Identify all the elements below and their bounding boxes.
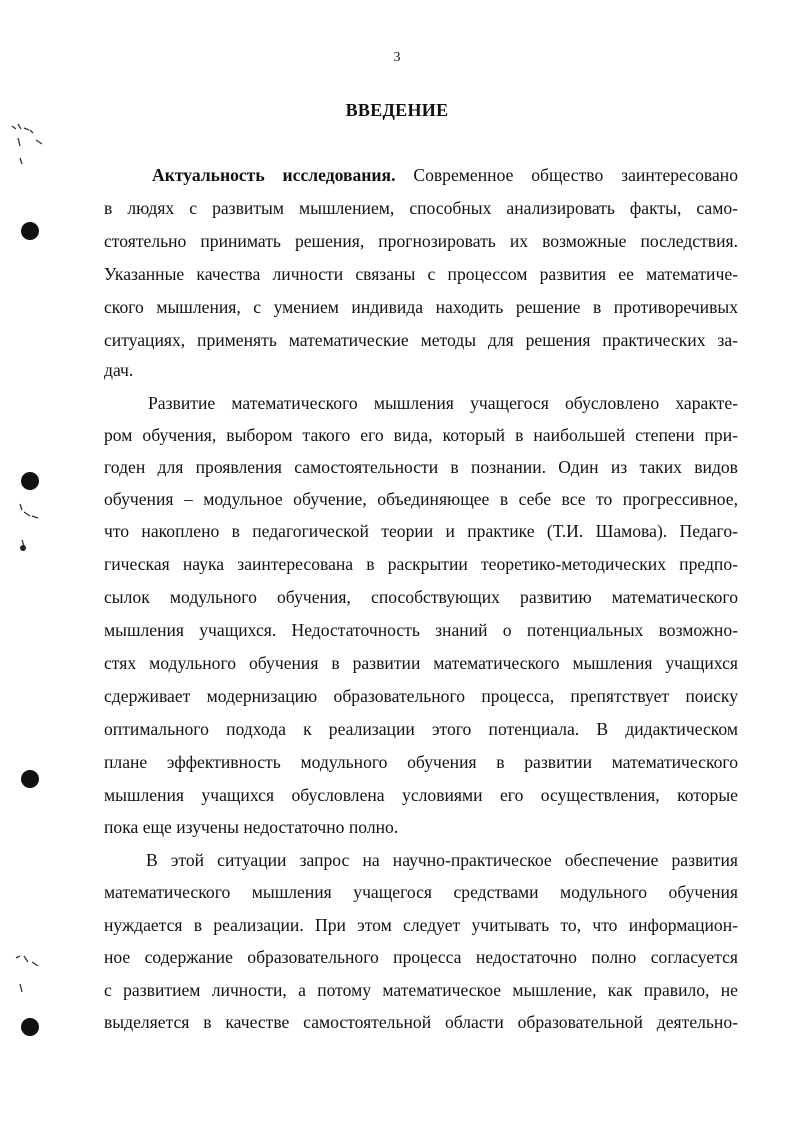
binder-hole-1 [21, 222, 39, 240]
paragraph-3-line-1: В этой ситуации запрос на научно-практическое обеспечение развития [146, 850, 738, 870]
scan-specks-2 [6, 500, 66, 570]
paragraph-2-line-2: ром обучения, выбором такого его вида, который в наибольшей степени при- [104, 425, 738, 445]
paragraph-2-line-4: обучения – модульное обучение, объединяющее в себе все то прогрессивное, [104, 489, 738, 509]
paragraph-1-line-7: дач. [104, 360, 134, 380]
paragraph-1-line-4: Указанные качества личности связаны с процессом развития ее математиче- [104, 264, 738, 284]
paragraph-2-line-5: что накоплено в педагогической теории и практике (Т.И. Шамова). Педаго- [104, 521, 738, 541]
paragraph-2-line-10: сдерживает модернизацию образовательного процесса, препятствует поиску [104, 686, 738, 706]
paragraph-2-line-9: стях модульного обучения в развитии математического мышления учащихся [104, 653, 738, 673]
scan-specks-3 [6, 948, 66, 1018]
paragraph-2-line-11: оптимального подхода к реализации этого потенциала. В дидактическом [104, 719, 738, 739]
binder-hole-3 [21, 770, 39, 788]
paragraph-3-line-3: нуждается в реализации. При этом следует учитывать то, что информацион- [104, 915, 738, 935]
binder-hole-4 [21, 1018, 39, 1036]
paragraph-1-line-5: ского мышления, с умением индивида находить решение в противоречивых [104, 297, 738, 317]
page-title: ВВЕДЕНИЕ [345, 100, 449, 120]
paragraph-1-line-1: Актуальность исследования. Современное общество заинтересовано [152, 165, 739, 185]
binder-hole-2 [21, 472, 39, 490]
page-number: 3 [393, 50, 401, 65]
paragraph-3-line-6: выделяется в качестве самостоятельной области образовательной деятельно- [104, 1012, 738, 1032]
paragraph-3-line-5: с развитием личности, а потому математическое мышление, как правило, не [104, 980, 738, 1000]
paragraph-2-line-6: гическая наука заинтересована в раскрытии теоретико-методических предпо- [104, 554, 738, 574]
paragraph-2-line-3: годен для проявления самостоятельности в познании. Один из таких видов [104, 457, 738, 477]
paragraph-2-line-8: мышления учащихся. Недостаточность знаний о потенциальных возможно- [104, 620, 738, 640]
lead-phrase: Актуальность исследования. [152, 165, 396, 185]
scan-specks-1 [6, 118, 66, 188]
paragraph-2-line-1: Развитие математического мышления учащегося обусловлено характе- [148, 393, 738, 413]
paragraph-3-line-4: ное содержание образовательного процесса недостаточно полно согласуется [104, 947, 738, 967]
paragraph-1-line-6: ситуациях, применять математические методы для решения практических за- [104, 330, 738, 350]
paragraph-2-line-7: сылок модульного обучения, способствующих развитию математического [104, 587, 738, 607]
paragraph-2-line-12: плане эффективность модульного обучения в развитии математического [104, 752, 738, 772]
paragraph-2-line-13: мышления учащихся обусловлена условиями его осуществления, которые [104, 785, 738, 805]
paragraph-2-line-14: пока еще изучены недостаточно полно. [104, 817, 399, 837]
paragraph-1-line-2: в людях с развитым мышлением, способных анализировать факты, само- [104, 198, 738, 218]
paragraph-3-line-2: математического мышления учащегося средствами модульного обучения [104, 882, 738, 902]
paragraph-1-line-3: стоятельно принимать решения, прогнозировать их возможные последствия. [104, 231, 738, 251]
